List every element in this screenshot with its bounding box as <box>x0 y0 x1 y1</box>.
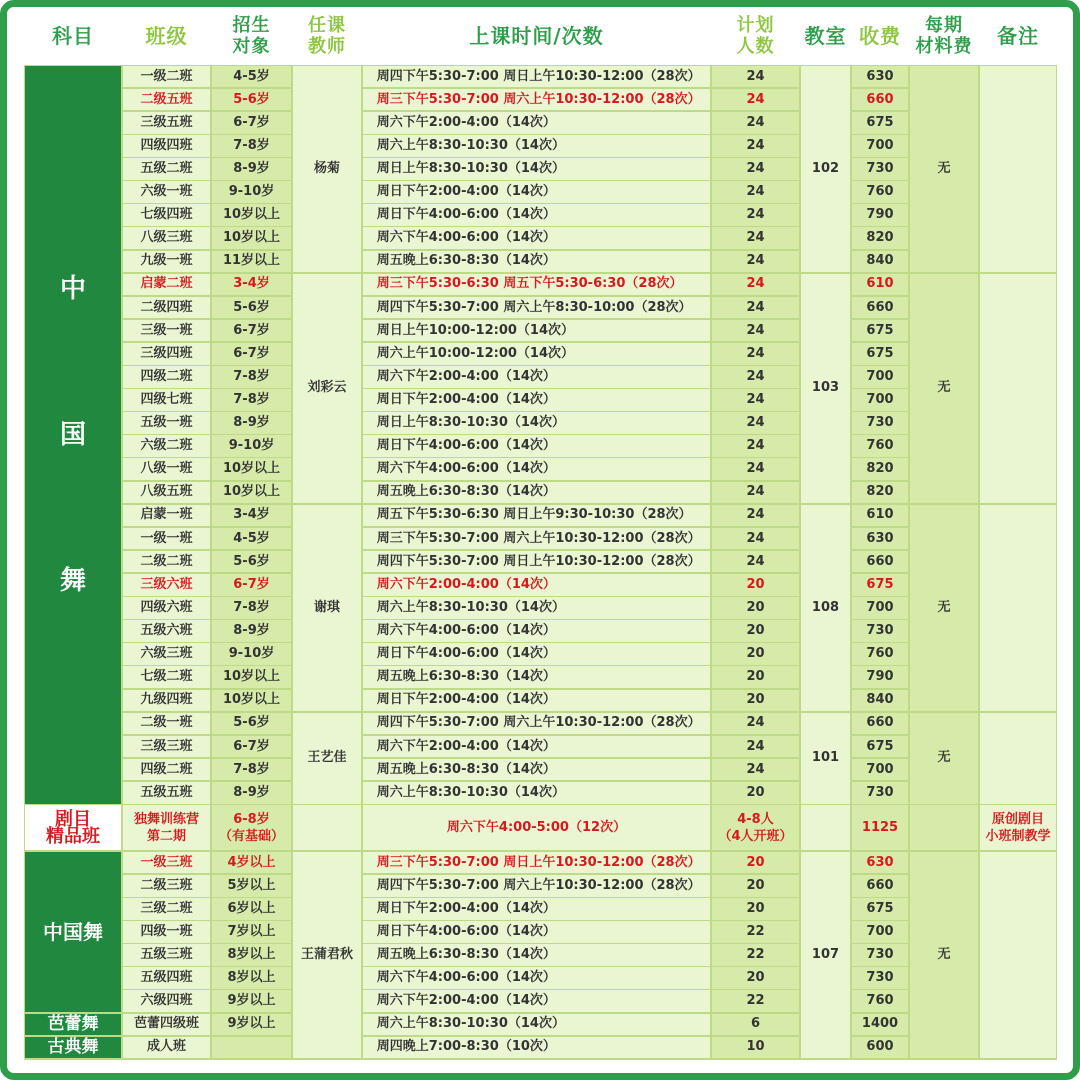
table-row-fee: 675 <box>852 343 909 365</box>
subject-classical: 古典舞 <box>25 1037 122 1059</box>
table-row-age: 6岁以上 <box>212 898 292 920</box>
table-row-capacity: 24 <box>712 66 800 88</box>
table-row-time: 周日下午2:00-4:00（14次） <box>363 389 711 411</box>
table-row-fee: 700 <box>852 921 909 943</box>
table-row-capacity: 24 <box>712 412 800 434</box>
table-row-time: 周六下午2:00-4:00（14次） <box>363 366 711 388</box>
note-cell <box>980 713 1057 804</box>
table-row-class: 五级一班 <box>123 412 211 434</box>
table-row-time: 周三下午5:30-7:00 周日上午10:30-12:00（28次） <box>363 852 711 874</box>
table-row-time: 周五晚上6:30-8:30（14次） <box>363 666 711 688</box>
table-row-class: 六级二班 <box>123 435 211 457</box>
table-row-capacity: 24 <box>712 204 800 226</box>
table-row-time: 周日下午2:00-4:00（14次） <box>363 181 711 203</box>
table-row-fee: 1400 <box>852 1014 909 1036</box>
room-cell <box>801 805 851 850</box>
teacher-cell: 杨菊 <box>293 66 362 272</box>
table-row-time: 周三下午5:30-7:00 周六上午10:30-12:00（28次） <box>363 528 711 550</box>
header-note: 备注 <box>997 24 1039 48</box>
table-row-capacity: 20 <box>712 898 800 920</box>
table-row-capacity: 24 <box>712 251 800 273</box>
table-row-age: 7-8岁 <box>212 389 292 411</box>
table-row-time: 周日下午4:00-6:00（14次） <box>363 643 711 665</box>
table-row-time: 周四下午5:30-7:00 周六上午10:30-12:00（28次） <box>363 713 711 735</box>
header-age: 招生 对象 <box>232 15 271 57</box>
table-row-class: 芭蕾四级班 <box>123 1014 211 1036</box>
table-row-capacity: 24 <box>712 435 800 457</box>
table-row-class: 二级五班 <box>123 89 211 111</box>
table-row-fee: 820 <box>852 482 909 504</box>
table-row-time: 周三下午5:30-6:30 周五下午5:30-6:30（28次） <box>363 274 711 296</box>
table-row-class: 二级四班 <box>123 297 211 319</box>
table-row-capacity: 6 <box>712 1014 800 1036</box>
table-row-fee: 820 <box>852 458 909 480</box>
table-row-class: 四级七班 <box>123 389 211 411</box>
table-row-time: 周三下午5:30-7:00 周六上午10:30-12:00（28次） <box>363 89 711 111</box>
subject-char: 舞 <box>59 565 86 596</box>
table-row-fee: 675 <box>852 898 909 920</box>
table-row-capacity: 20 <box>712 782 800 804</box>
table-row-fee: 760 <box>852 990 909 1012</box>
table-row-class: 四级二班 <box>123 366 211 388</box>
table-row-fee: 700 <box>852 366 909 388</box>
table-row-age: 10岁以上 <box>212 204 292 226</box>
table-row-fee: 730 <box>852 412 909 434</box>
table-row-fee: 820 <box>852 227 909 249</box>
table-row-capacity: 24 <box>712 158 800 180</box>
table-row-age: 10岁以上 <box>212 690 292 712</box>
teacher-cell: 王艺佳 <box>293 713 362 804</box>
table-row-capacity: 24 <box>712 320 800 342</box>
table-row-fee: 730 <box>852 620 909 642</box>
table-row-class: 成人班 <box>123 1037 211 1059</box>
table-row-time: 周日下午4:00-6:00（14次） <box>363 435 711 457</box>
table-row-capacity: 24 <box>712 135 800 157</box>
table-row-age: 7-8岁 <box>212 597 292 619</box>
table-row-class: 五级六班 <box>123 620 211 642</box>
header-capacity: 计划 人数 <box>736 15 775 57</box>
special-note-cell: 原创剧目 小班制教学 <box>980 805 1057 850</box>
table-row-fee: 610 <box>852 505 909 527</box>
table-row-time: 周六下午4:00-6:00（14次） <box>363 458 711 480</box>
material-cell: 无 <box>910 505 979 711</box>
table-row-time: 周六下午4:00-6:00（14次） <box>363 620 711 642</box>
table-row-fee: 730 <box>852 782 909 804</box>
table-row-class: 五级二班 <box>123 158 211 180</box>
table-row-time: 周六下午2:00-4:00（14次） <box>363 736 711 758</box>
table-row-fee: 790 <box>852 204 909 226</box>
table-row-class: 五级五班 <box>123 782 211 804</box>
table-row-fee: 675 <box>852 320 909 342</box>
table-row-time: 周五晚上6:30-8:30（14次） <box>363 251 711 273</box>
table-row-age: 10岁以上 <box>212 458 292 480</box>
table-row-time: 周六下午2:00-4:00（14次） <box>363 574 711 596</box>
table-row-capacity: 20 <box>712 875 800 897</box>
table-row-capacity: 24 <box>712 274 800 296</box>
table-row-fee: 730 <box>852 944 909 966</box>
table-row-fee: 730 <box>852 967 909 989</box>
table-row-age: 5-6岁 <box>212 89 292 111</box>
header-subject: 科目 <box>52 24 94 48</box>
material-cell: 无 <box>910 274 979 504</box>
table-row-capacity: 24 <box>712 227 800 249</box>
table-row-class: 五级三班 <box>123 944 211 966</box>
table-row-class: 启蒙一班 <box>123 505 211 527</box>
table-row-capacity: 24 <box>712 736 800 758</box>
table-row-fee: 700 <box>852 135 909 157</box>
subject-char: 国 <box>59 419 86 450</box>
table-row-fee: 660 <box>852 875 909 897</box>
table-row-fee: 660 <box>852 89 909 111</box>
table-row-fee: 610 <box>852 274 909 296</box>
table-row-time: 周日上午8:30-10:30（14次） <box>363 412 711 434</box>
note-cell <box>980 505 1057 711</box>
table-row-age: 6-7岁 <box>212 320 292 342</box>
table-row-class: 三级四班 <box>123 343 211 365</box>
table-row-time: 周五下午5:30-6:30 周日上午9:30-10:30（28次） <box>363 505 711 527</box>
room-cell: 103 <box>801 274 851 504</box>
table-row-age: 9岁以上 <box>212 990 292 1012</box>
table-row-capacity: 24 <box>712 181 800 203</box>
table-row-fee: 660 <box>852 297 909 319</box>
table-row-time: 周六下午4:00-6:00（14次） <box>363 967 711 989</box>
table-row-class: 三级一班 <box>123 320 211 342</box>
table-row-age: 5岁以上 <box>212 875 292 897</box>
table-row-age: 8-9岁 <box>212 412 292 434</box>
table-row-capacity: 20 <box>712 597 800 619</box>
table-row-capacity: 20 <box>712 967 800 989</box>
table-row-fee: 840 <box>852 251 909 273</box>
table-row-time: 周六上午8:30-10:30（14次） <box>363 1014 711 1036</box>
table-row-time: 周日下午4:00-6:00（14次） <box>363 204 711 226</box>
table-row-class: 一级三班 <box>123 852 211 874</box>
table-row-time: 周六下午2:00-4:00（14次） <box>363 112 711 134</box>
header-fee: 收费 <box>859 24 901 48</box>
table-row-age: 6-7岁 <box>212 736 292 758</box>
table-row-age: 9岁以上 <box>212 1014 292 1036</box>
table-row-fee: 660 <box>852 551 909 573</box>
table-row-capacity: 24 <box>712 89 800 111</box>
table-row-fee: 660 <box>852 713 909 735</box>
material-cell <box>910 805 979 850</box>
table-row-class: 六级三班 <box>123 643 211 665</box>
material-cell: 无 <box>910 66 979 272</box>
table-row-class: 一级二班 <box>123 66 211 88</box>
table-row-class: 二级二班 <box>123 551 211 573</box>
table-row-capacity: 22 <box>712 921 800 943</box>
room-cell: 102 <box>801 66 851 272</box>
table-row-class: 四级六班 <box>123 597 211 619</box>
table-row-time: 周四晚上7:00-8:30（10次） <box>363 1037 711 1059</box>
table-row-class: 五级四班 <box>123 967 211 989</box>
teacher-cell: 谢琪 <box>293 505 362 711</box>
table-row-fee: 630 <box>852 66 909 88</box>
table-row-time: 周六下午4:00-5:00（12次） <box>363 805 711 850</box>
table-row-capacity: 20 <box>712 690 800 712</box>
table-row-capacity: 24 <box>712 482 800 504</box>
table-row-capacity: 10 <box>712 1037 800 1059</box>
table-row-time: 周日下午2:00-4:00（14次） <box>363 690 711 712</box>
table-row-fee: 675 <box>852 574 909 596</box>
table-row-fee: 630 <box>852 852 909 874</box>
subject-chinese-dance: 中国舞 <box>25 852 122 1012</box>
table-row-age: 6-7岁 <box>212 574 292 596</box>
table-row-age: 4岁以上 <box>212 852 292 874</box>
table-row-capacity: 20 <box>712 666 800 688</box>
table-row-fee: 600 <box>852 1037 909 1059</box>
table-row-capacity: 4-8人 （4人开班） <box>712 805 800 850</box>
table-row-age: 8-9岁 <box>212 782 292 804</box>
table-row-time: 周四下午5:30-7:00 周六上午8:30-10:00（28次） <box>363 297 711 319</box>
table-row-age: 11岁以上 <box>212 251 292 273</box>
table-row-capacity: 24 <box>712 551 800 573</box>
table-row-class: 四级四班 <box>123 135 211 157</box>
table-row-age: 6-8岁 （有基础） <box>212 805 292 850</box>
table-row-class: 三级三班 <box>123 736 211 758</box>
table-row-age: 10岁以上 <box>212 666 292 688</box>
table-row-capacity: 22 <box>712 944 800 966</box>
table-row-class: 六级四班 <box>123 990 211 1012</box>
table-row-capacity: 22 <box>712 990 800 1012</box>
table-row-fee: 730 <box>852 158 909 180</box>
table-row-capacity: 24 <box>712 389 800 411</box>
note-cell <box>980 852 1057 1058</box>
table-row-capacity: 20 <box>712 852 800 874</box>
table-row-class: 二级一班 <box>123 713 211 735</box>
table-row-class: 八级一班 <box>123 458 211 480</box>
table-row-time: 周日上午8:30-10:30（14次） <box>363 158 711 180</box>
table-row-age: 3-4岁 <box>212 505 292 527</box>
table-row-class: 八级五班 <box>123 482 211 504</box>
table-row-class: 三级二班 <box>123 898 211 920</box>
schedule-table <box>24 65 1057 1060</box>
table-row-age: 8-9岁 <box>212 158 292 180</box>
table-row-age: 8-9岁 <box>212 620 292 642</box>
table-row-capacity: 24 <box>712 505 800 527</box>
note-cell <box>980 66 1057 272</box>
subject-repertoire: 剧目 精品班 <box>25 805 122 850</box>
table-row-fee: 760 <box>852 435 909 457</box>
table-row-capacity: 24 <box>712 112 800 134</box>
table-row-capacity: 24 <box>712 366 800 388</box>
table-row-age: 9-10岁 <box>212 643 292 665</box>
table-row-class: 八级三班 <box>123 227 211 249</box>
table-row-class: 启蒙二班 <box>123 274 211 296</box>
table-row-age: 9-10岁 <box>212 181 292 203</box>
table-row-age: 8岁以上 <box>212 944 292 966</box>
table-row-age: 10岁以上 <box>212 227 292 249</box>
table-row-time: 周日上午10:00-12:00（14次） <box>363 320 711 342</box>
teacher-cell <box>293 805 362 850</box>
table-row-class: 独舞训练营 第二期 <box>123 805 211 850</box>
table-row-time: 周六下午2:00-4:00（14次） <box>363 990 711 1012</box>
table-row-time: 周日下午4:00-6:00（14次） <box>363 921 711 943</box>
subject-ballet: 芭蕾舞 <box>25 1014 122 1036</box>
table-row-time: 周日下午2:00-4:00（14次） <box>363 898 711 920</box>
room-cell: 108 <box>801 505 851 711</box>
subject-char: 中 <box>59 273 86 304</box>
header-room: 教室 <box>804 24 847 48</box>
header-teacher: 任课 教师 <box>308 15 346 57</box>
table-row-fee: 760 <box>852 181 909 203</box>
table-row-age: 8岁以上 <box>212 967 292 989</box>
table-row-fee: 1125 <box>852 805 909 850</box>
table-row-fee: 675 <box>852 736 909 758</box>
table-row-time: 周六上午8:30-10:30（14次） <box>363 135 711 157</box>
table-row-time: 周五晚上6:30-8:30（14次） <box>363 944 711 966</box>
table-row-fee: 700 <box>852 389 909 411</box>
table-row-age: 5-6岁 <box>212 297 292 319</box>
table-row-class: 七级二班 <box>123 666 211 688</box>
table-row-class: 二级三班 <box>123 875 211 897</box>
teacher-cell: 王蒲君秋 <box>293 852 362 1058</box>
table-row-capacity: 20 <box>712 574 800 596</box>
table-row-time: 周四下午5:30-7:00 周日上午10:30-12:00（28次） <box>363 66 711 88</box>
room-cell: 107 <box>801 852 851 1058</box>
header-material: 每期 材料费 <box>915 15 973 57</box>
material-cell: 无 <box>910 713 979 804</box>
table-row-age: 7-8岁 <box>212 759 292 781</box>
table-row-capacity: 24 <box>712 297 800 319</box>
table-row-time: 周六上午8:30-10:30（14次） <box>363 782 711 804</box>
table-row-class: 四级一班 <box>123 921 211 943</box>
table-row-age: 5-6岁 <box>212 551 292 573</box>
table-row-age: 9-10岁 <box>212 435 292 457</box>
table-row-class: 三级五班 <box>123 112 211 134</box>
table-row-age: 6-7岁 <box>212 112 292 134</box>
table-row-class: 三级六班 <box>123 574 211 596</box>
room-cell: 101 <box>801 713 851 804</box>
table-row-time: 周五晚上6:30-8:30（14次） <box>363 759 711 781</box>
table-row-class: 九级一班 <box>123 251 211 273</box>
header-time: 上课时间/次数 <box>469 24 604 48</box>
table-row-fee: 790 <box>852 666 909 688</box>
table-row-age: 5-6岁 <box>212 713 292 735</box>
table-row-time: 周六下午4:00-6:00（14次） <box>363 227 711 249</box>
table-row-fee: 840 <box>852 690 909 712</box>
table-row-age: 3-4岁 <box>212 274 292 296</box>
table-row-fee: 700 <box>852 759 909 781</box>
table-row-capacity: 24 <box>712 759 800 781</box>
teacher-cell: 刘彩云 <box>293 274 362 504</box>
table-row-time: 周四下午5:30-7:00 周日上午10:30-12:00（28次） <box>363 551 711 573</box>
table-row-time: 周六上午8:30-10:30（14次） <box>363 597 711 619</box>
table-row-age: 4-5岁 <box>212 528 292 550</box>
table-row-class: 六级一班 <box>123 181 211 203</box>
table-row-class: 七级四班 <box>123 204 211 226</box>
table-row-age: 4-5岁 <box>212 66 292 88</box>
table-row-fee: 630 <box>852 528 909 550</box>
table-row-capacity: 24 <box>712 458 800 480</box>
subject-chinese-dance-main <box>25 66 122 804</box>
table-row-class: 四级二班 <box>123 759 211 781</box>
table-row-class: 一级一班 <box>123 528 211 550</box>
table-row-time: 周四下午5:30-7:00 周六上午10:30-12:00（28次） <box>363 875 711 897</box>
table-row-capacity: 24 <box>712 343 800 365</box>
table-row-age: 7-8岁 <box>212 366 292 388</box>
table-row-age: 7-8岁 <box>212 135 292 157</box>
table-row-time: 周五晚上6:30-8:30（14次） <box>363 482 711 504</box>
table-row-capacity: 20 <box>712 643 800 665</box>
table-row-fee: 675 <box>852 112 909 134</box>
table-row-age: 10岁以上 <box>212 482 292 504</box>
table-row-capacity: 24 <box>712 528 800 550</box>
table-row-age: 6-7岁 <box>212 343 292 365</box>
material-cell: 无 <box>910 852 979 1058</box>
table-row-age: 7岁以上 <box>212 921 292 943</box>
table-row-fee: 700 <box>852 597 909 619</box>
table-row-age <box>212 1037 292 1059</box>
table-row-fee: 760 <box>852 643 909 665</box>
note-cell <box>980 274 1057 504</box>
table-row-time: 周六上午10:00-12:00（14次） <box>363 343 711 365</box>
table-row-capacity: 20 <box>712 620 800 642</box>
table-row-capacity: 24 <box>712 713 800 735</box>
header-class: 班级 <box>145 24 188 48</box>
table-row-class: 九级四班 <box>123 690 211 712</box>
